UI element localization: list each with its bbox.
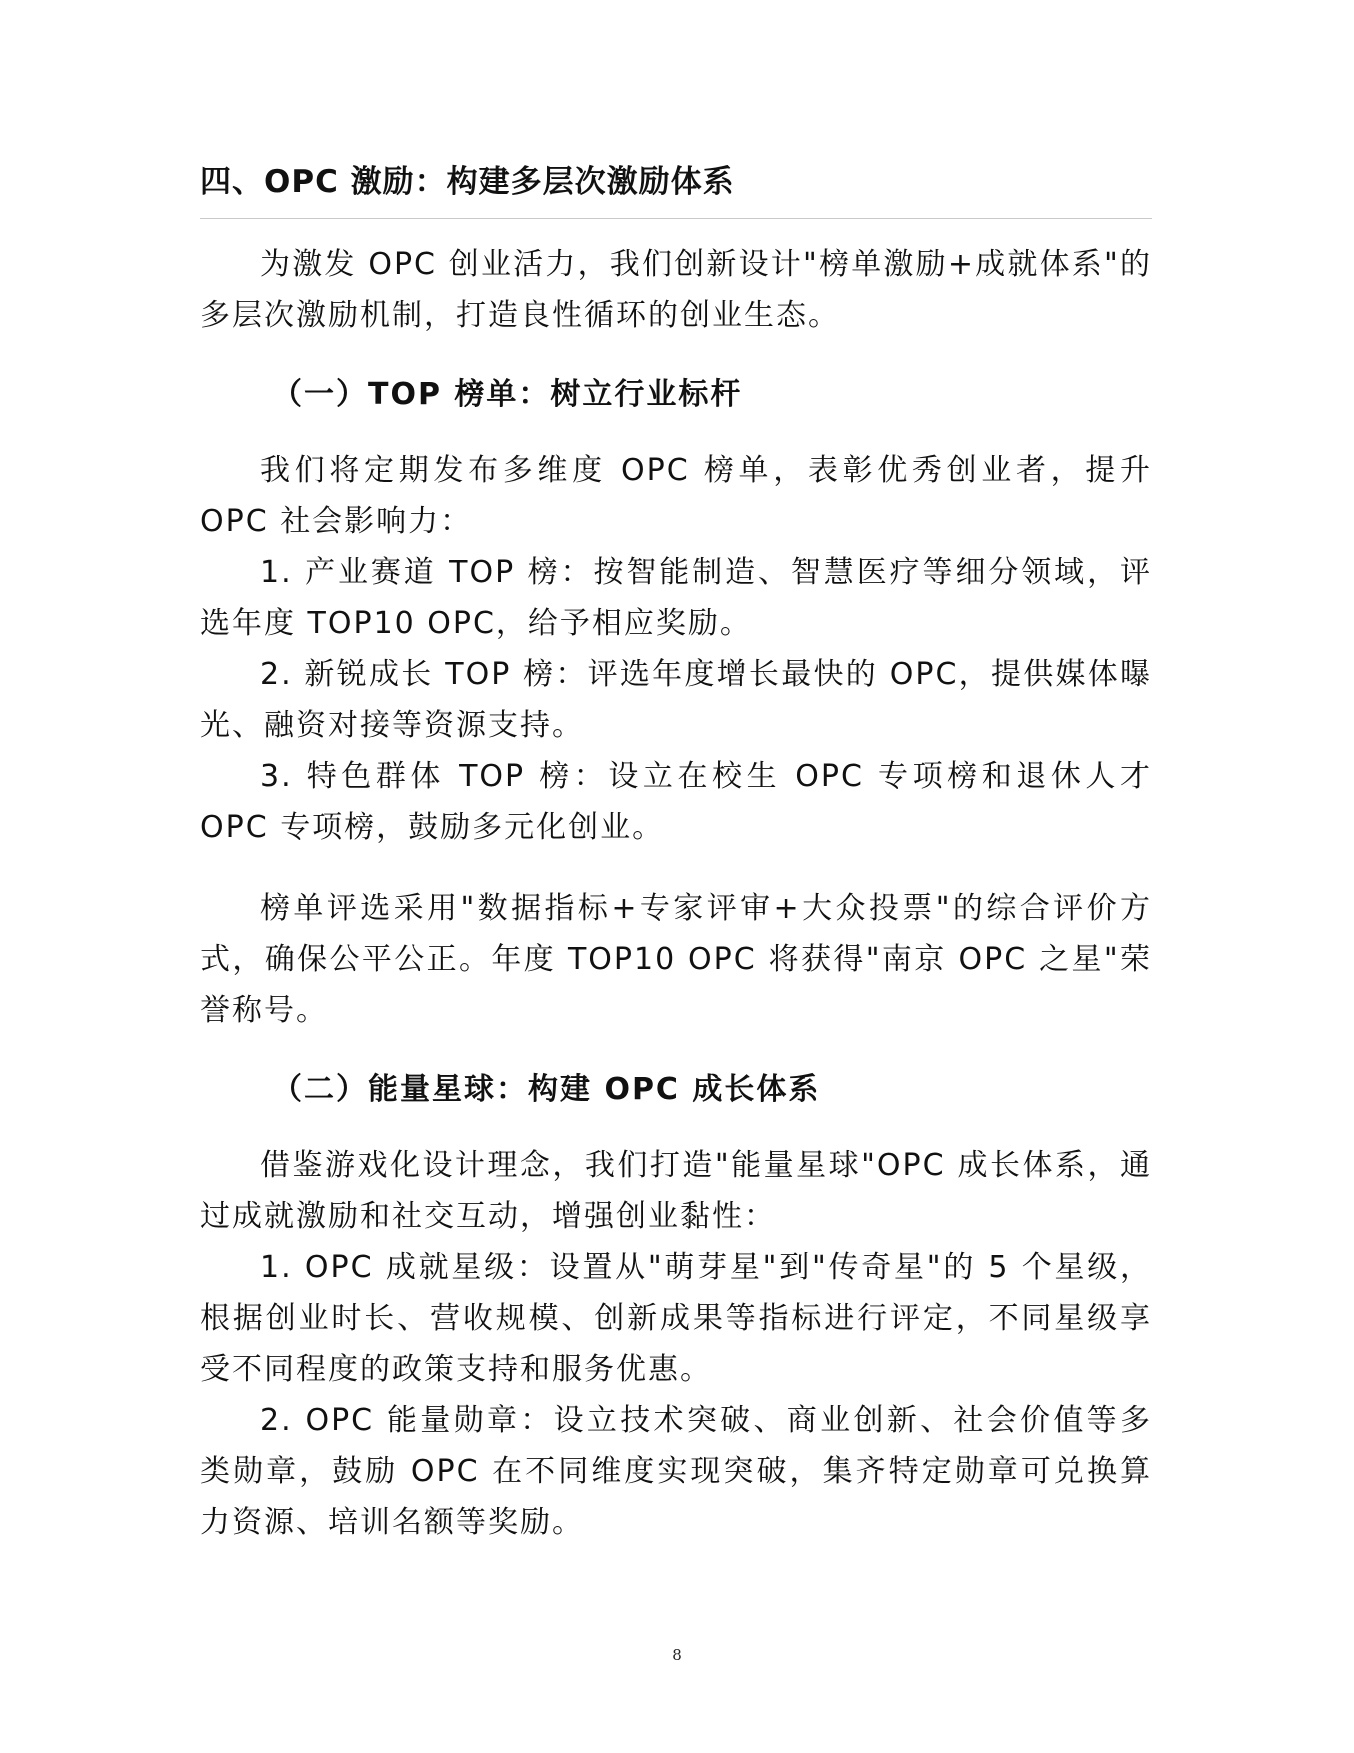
- top-list-item-industry: 1. 产业赛道 TOP 榜：按智能制造、智慧医疗等细分领域，评选年度 TOP10 OPC，给予相应奖励。: [200, 555, 1152, 641]
- section-title: 四、OPC 激励：构建多层次激励体系: [200, 150, 1152, 219]
- energy-planet-lead-paragraph: 借鉴游戏化设计理念，我们打造"能量星球"OPC 成长体系，通过成就激励和社交互动，增强创业黏性：: [200, 1148, 1152, 1234]
- energy-planet-item-badge: 2. OPC 能量勋章：设立技术突破、商业创新、社会价值等多类勋章，鼓励 OPC 在不同维度实现突破，集齐特定勋章可兑换算力资源、培训名额等奖励。: [200, 1403, 1152, 1540]
- top-list-closing-paragraph: 榜单评选采用"数据指标+专家评审+大众投票"的综合评价方式，确保公平公正。年度 TOP10 OPC 将获得"南京 OPC 之星"荣誉称号。: [200, 891, 1152, 1028]
- page-content: [200, 150, 1152, 1548]
- top-list-item-growth: 2. 新锐成长 TOP 榜：评选年度增长最快的 OPC，提供媒体曝光、融资对接等资源支持。: [200, 657, 1152, 743]
- subsection-title-energy-planet: （二）能量星球：构建 OPC 成长体系: [272, 1072, 821, 1107]
- energy-planet-item-star-level: 1. OPC 成就星级：设置从"萌芽星"到"传奇星"的 5 个星级，根据创业时长、营收规模、创新成果等指标进行评定，不同星级享受不同程度的政策支持和服务优惠。: [200, 1250, 1152, 1387]
- intro-paragraph: 为激发 OPC 创业活力，我们创新设计"榜单激励+成就体系"的多层次激励机制，打造良性循环的创业生态。: [200, 247, 1152, 333]
- top-list-lead-paragraph: 我们将定期发布多维度 OPC 榜单，表彰优秀创业者，提升 OPC 社会影响力：: [200, 453, 1152, 539]
- page-number: 8: [672, 1646, 682, 1664]
- subsection-title-top-list: （一）TOP 榜单：树立行业标杆: [272, 377, 743, 412]
- top-list-item-special-group: 3. 特色群体 TOP 榜：设立在校生 OPC 专项榜和退休人才 OPC 专项榜，鼓励多元化创业。: [200, 759, 1152, 845]
